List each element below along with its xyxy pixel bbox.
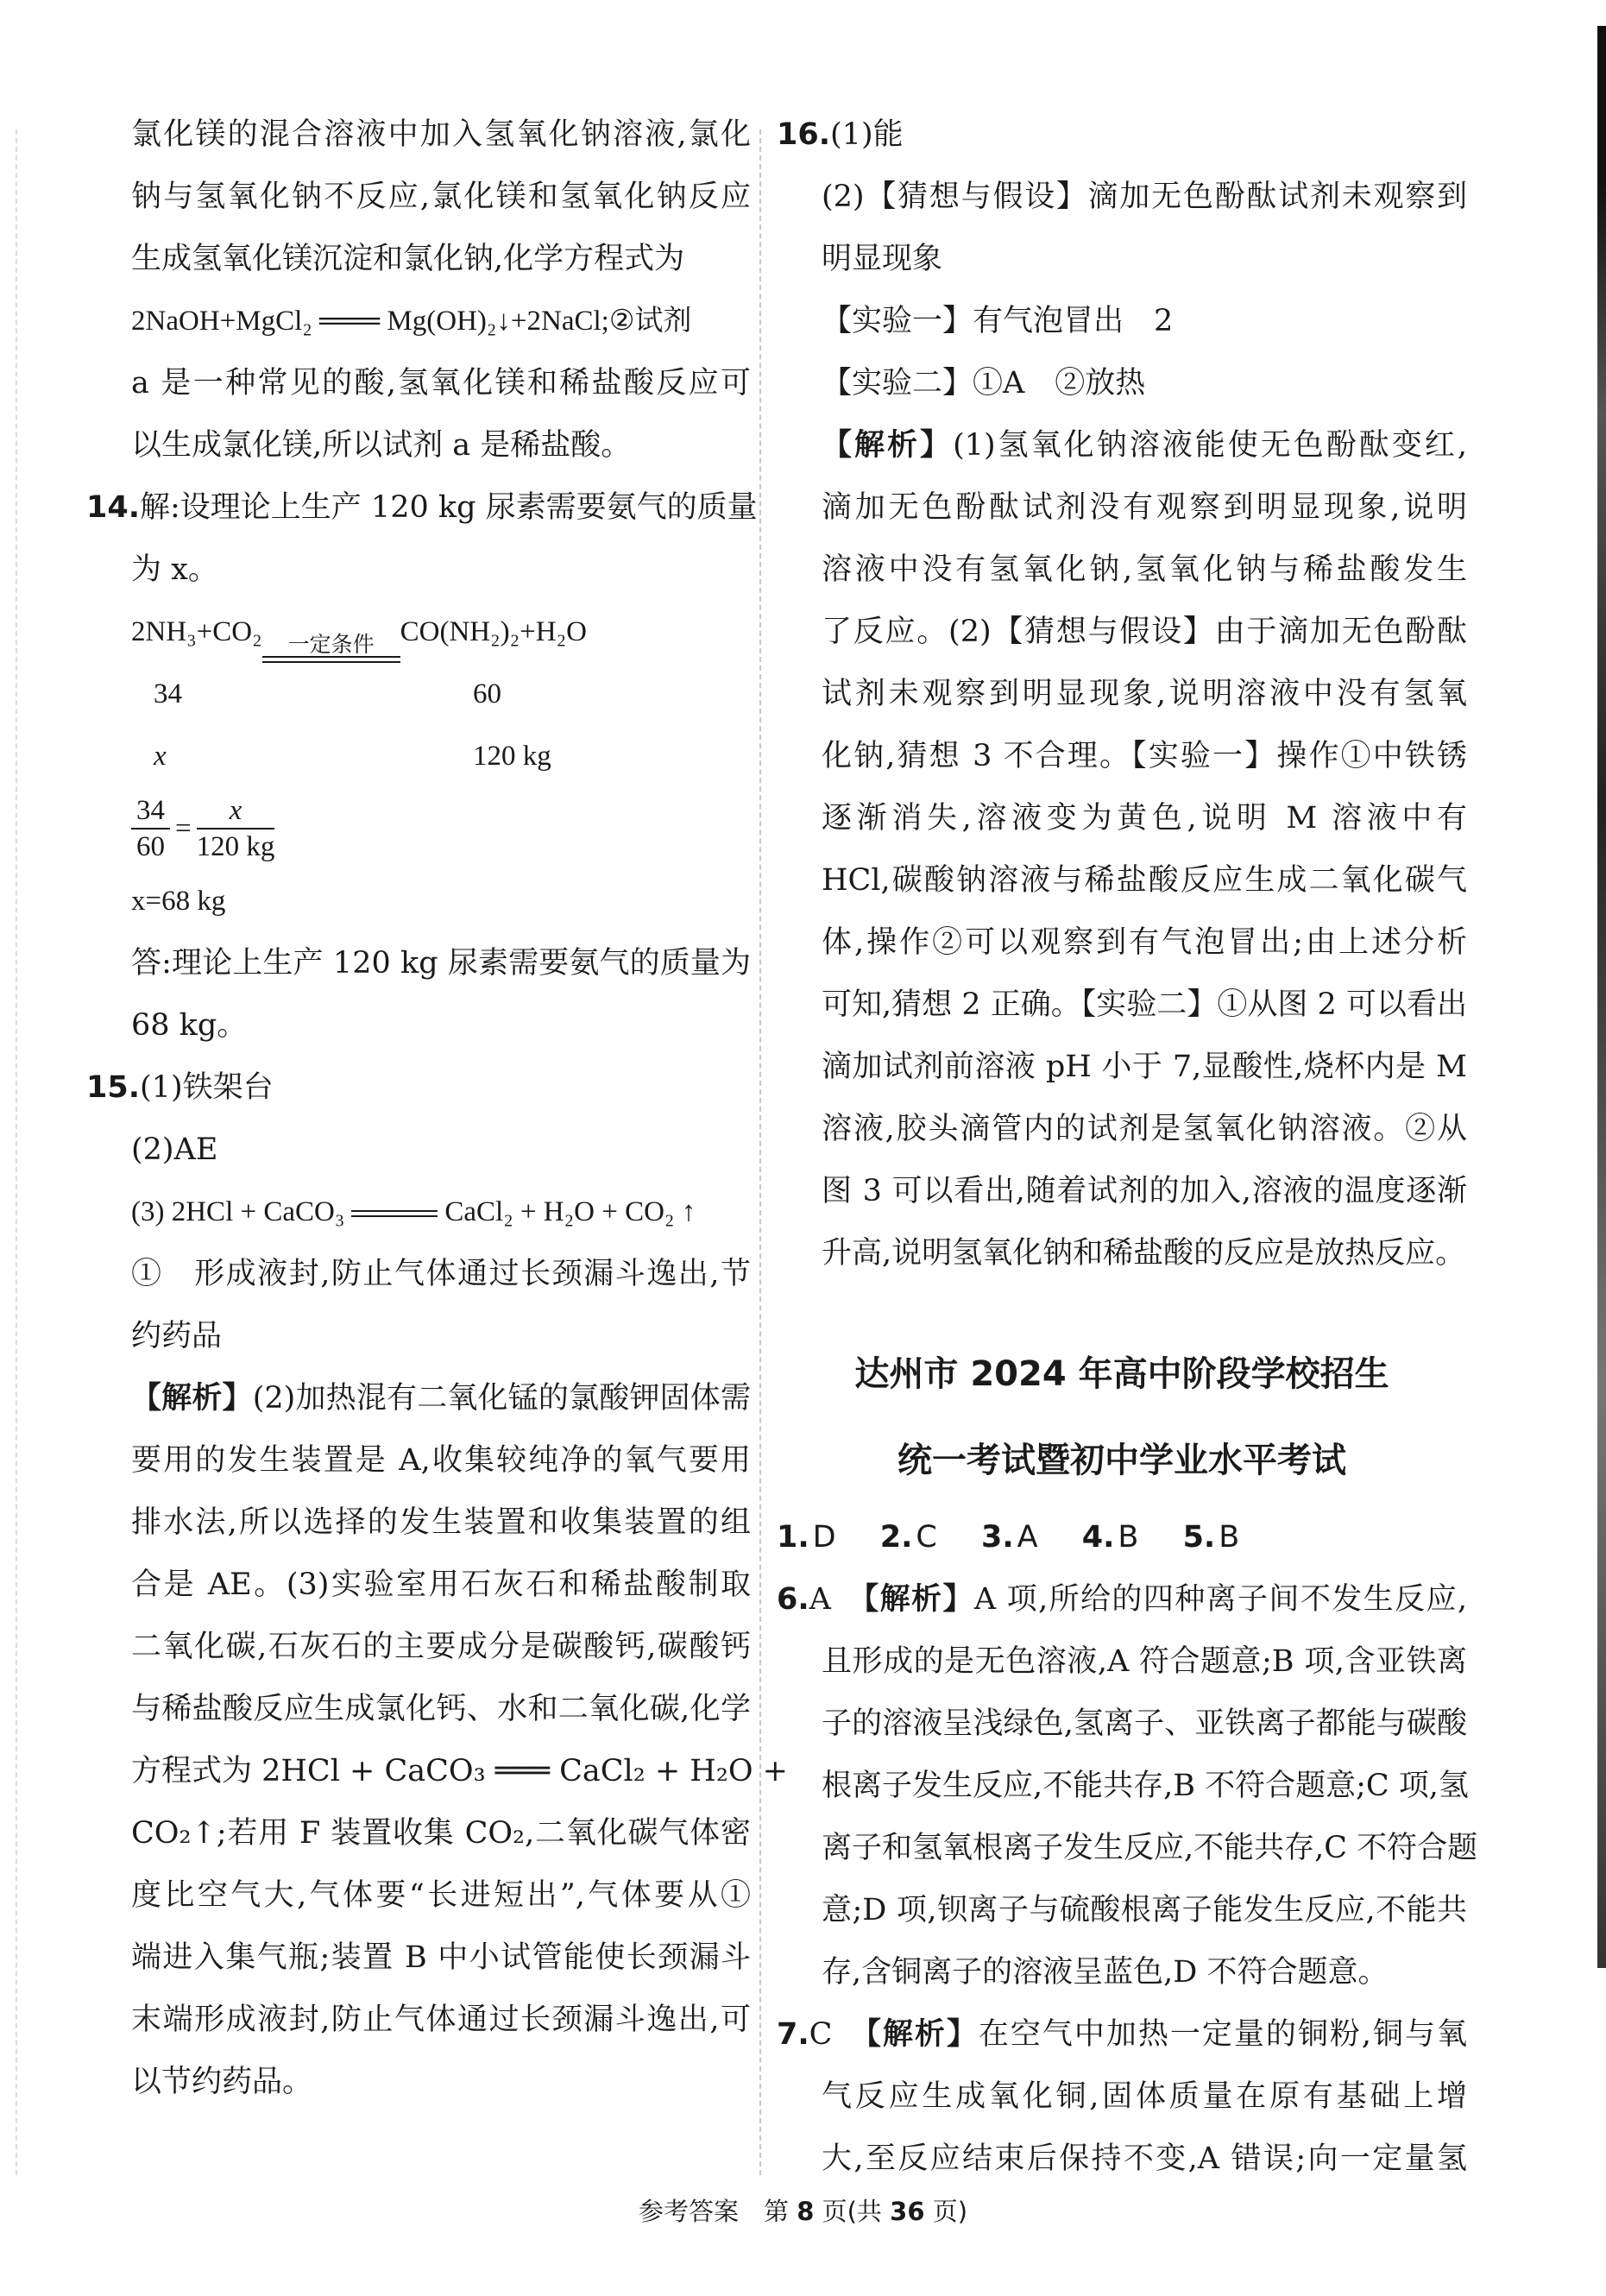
left-column: [86, 104, 789, 2113]
text-line: 二氧化碳,石灰石的主要成分是碳酸钙,碳酸钙: [131, 1630, 751, 1664]
mcq-number: 3.: [981, 1520, 1014, 1555]
text-line: (2)【猜想与假设】滴加无色酚酞试剂未观察到: [822, 180, 1467, 214]
answer-line: 答:理论上生产 120 kg 尿素需要氨气的质量为: [131, 946, 751, 981]
ratio-value: 60: [473, 678, 501, 710]
text-line: 根离子发生反应,不能共存,B 不符合题意;C 项,氢: [822, 1769, 1469, 1803]
text-line: 滴加无色酚酞试剂没有观察到明显现象,说明: [822, 490, 1467, 525]
mcq-item: [1183, 1520, 1240, 1555]
mcq-answer: B: [1219, 1520, 1240, 1555]
proportion: [86, 787, 751, 870]
text-line: 方程式为 2HCl + CaCO₃ ═══ CaCl₂ + H₂O +: [131, 1754, 789, 1788]
text-line: 要用的发生装置是 A,收集较纯净的氧气要用: [131, 1443, 751, 1478]
answer-line: 68 kg。: [131, 1008, 248, 1043]
fraction-right: [197, 793, 275, 864]
left-margin-guide: [16, 129, 17, 2175]
text-line: 升高,说明氢氧化钠和稀盐酸的反应是放热反应。: [822, 1236, 1466, 1271]
solution-line: x=68 kg: [131, 886, 226, 917]
text-line: 端进入集气瓶;装置 B 中小试管能使长颈漏斗: [131, 1940, 751, 1975]
text-line: 可知,猜想 2 正确。【实验二】①从图 2 可以看出: [822, 987, 1467, 1022]
text-line: 子的溶液呈浅绿色,氢离子、亚铁离子都能与碳酸: [822, 1706, 1467, 1741]
fraction-numerator: x: [197, 793, 275, 829]
footer-total-pages: 36: [890, 2197, 925, 2226]
mcq-answers: [777, 1506, 1467, 1568]
text-line: 末端形成液封,防止气体通过长颈漏斗逸出,可: [131, 2003, 751, 2037]
text-line: 离子和氢氧根离子发生反应,不能共存,C 不符合题: [822, 1831, 1478, 1865]
text-line: (1)氢氧化钠溶液能使无色酚酞变红,: [953, 428, 1467, 463]
eq-sign: [351, 1210, 438, 1217]
text-line: 溶液中没有氢氧化钠,氢氧化钠与稀盐酸发生: [822, 552, 1467, 587]
text-line: 滴加试剂前溶液 pH 小于 7,显酸性,烧杯内是 M: [822, 1050, 1467, 1084]
analysis-tag: 【解析】: [863, 1582, 974, 1617]
question-answer: C: [809, 2017, 833, 2052]
question-number: 16.: [777, 117, 831, 152]
eq-condition: [262, 634, 400, 663]
text-line: 了反应。(2)【猜想与假设】由于滴加无色酚酞: [822, 615, 1467, 649]
mcq-item: [777, 1520, 836, 1555]
question-7: [777, 2003, 1467, 2066]
analysis-tag: 【解析】: [866, 2017, 979, 2052]
question-answer: A: [809, 1582, 831, 1617]
chemical-equation-urea: [86, 601, 751, 663]
question-15: [86, 1057, 751, 1119]
text-line: 气反应生成氧化铜,固体质量在原有基础上增: [822, 2079, 1467, 2114]
question-6: [777, 1568, 1467, 1631]
text-line: 排水法,所以选择的发生装置和收集装置的组: [131, 1505, 751, 1540]
ratio-value: 34: [154, 678, 182, 710]
mcq-answer: B: [1118, 1520, 1139, 1555]
eq-products: CO(NH₂)₂+H₂O: [400, 616, 587, 647]
mcq-item: [1082, 1520, 1139, 1555]
mcq-number: 2.: [879, 1520, 913, 1555]
footer-middle: 页(共: [822, 2197, 882, 2226]
text-line: 生成氢氧化镁沉淀和氯化钠,化学方程式为: [131, 242, 685, 276]
text-line: 约药品: [131, 1319, 223, 1353]
text-line: 意;D 项,钡离子与硫酸根离子能发生反应,不能共: [822, 1893, 1467, 1927]
text-line: 且形成的是无色溶液,A 符合题意;B 项,含亚铁离: [822, 1644, 1467, 1679]
text-line: 化钠,猜想 3 不合理。【实验一】操作①中铁锈: [822, 739, 1467, 773]
text-line: 度比空气大,气体要“长进短出”,气体要从①: [131, 1878, 751, 1913]
text-line: 图 3 可以看出,随着试剂的加入,溶液的温度逐渐: [822, 1174, 1467, 1208]
text-line: A 项,所给的四种离子间不发生反应,: [973, 1582, 1467, 1617]
text-line: a 是一种常见的酸,氢氧化镁和稀盐酸反应可: [131, 366, 751, 401]
fraction-denominator: 60: [136, 831, 165, 862]
mcq-answer: C: [916, 1520, 937, 1555]
equals-sign: =: [175, 813, 192, 844]
right-column: [777, 104, 1467, 1284]
page-footer: [0, 2192, 1606, 2228]
ratio-row: [86, 725, 751, 787]
text-line: 体,操作②可以观察到有气泡冒出;由上述分析: [822, 925, 1467, 960]
mcq-number: 4.: [1081, 1520, 1115, 1555]
question-16: [777, 104, 1467, 166]
page-edge-mark: [1597, 26, 1606, 1968]
question-number: 6.: [777, 1582, 809, 1617]
eq-products: CaCl₂ + H₂O + CO₂ ↑: [444, 1196, 696, 1227]
footer-page-number: 8: [797, 2197, 815, 2226]
text-line: HCl,碳酸钠溶液与稀盐酸反应生成二氧化碳气: [822, 863, 1467, 898]
eq-reactants: (3) 2HCl + CaCO₃: [131, 1196, 345, 1227]
eq-condition-text: 一定条件: [287, 632, 375, 657]
text-line: 逐渐消失,溶液变为黄色,说明 M 溶液中有: [822, 801, 1467, 836]
text-line: 明显现象: [822, 242, 943, 276]
fraction-denominator: 120 kg: [196, 831, 275, 862]
question-number: 15.: [86, 1070, 141, 1105]
text-line: 溶液,胶头滴管内的试剂是氢氧化钠溶液。②从: [822, 1112, 1467, 1146]
ratio-row: [86, 663, 751, 725]
question-number: 14.: [86, 490, 141, 525]
chemical-equation-co2: [86, 1181, 751, 1243]
text-line: (2)AE: [131, 1132, 218, 1167]
mcq-item: [880, 1520, 937, 1555]
ratio-value: x: [154, 741, 167, 772]
text-line: 与稀盐酸反应生成氯化钙、水和二氧化碳,化学: [131, 1692, 751, 1726]
mcq-number: 1.: [777, 1520, 809, 1555]
section-heading: 统一考试暨初中学业水平考试: [897, 1441, 1346, 1480]
fraction-numerator: 34: [131, 793, 170, 829]
text-line: CO₂↑;若用 F 装置收集 CO₂,二氧化碳气体密: [131, 1816, 751, 1851]
footer-prefix: 参考答案 第: [638, 2197, 789, 2226]
column-divider: [759, 129, 761, 2175]
text-line: 为 x。: [131, 552, 218, 587]
analysis-tag: 【解析】: [131, 1381, 253, 1416]
text-line: ① 形成液封,防止气体通过长颈漏斗逸出,节: [131, 1257, 751, 1291]
chemical-equation: 2NaOH+MgCl₂ ═══ Mg(OH)₂↓+2NaCl;②试剂: [131, 306, 692, 337]
right-column-lower: [777, 1506, 1478, 2190]
text-line: 合是 AE。(3)实验室用石灰石和稀盐酸制取: [131, 1567, 751, 1602]
question-14: [86, 476, 758, 539]
mcq-number: 5.: [1182, 1520, 1216, 1555]
mcq-item: [981, 1520, 1038, 1555]
text-line: 大,至反应结束后保持不变,A 错误;向一定量氢: [822, 2141, 1467, 2176]
section-heading: 达州市 2024 年高中阶段学校招生: [854, 1354, 1389, 1394]
footer-suffix: 页): [932, 2197, 968, 2226]
text-line: 试剂未观察到明显现象,说明溶液中没有氢氧: [822, 677, 1467, 711]
eq-condition-bar: [262, 656, 400, 663]
eq-reactants: 2NH₃+CO₂: [131, 616, 262, 647]
mcq-answer: A: [1017, 1520, 1038, 1555]
text-line: 氯化镁的混合溶液中加入氢氧化钠溶液,氯化: [131, 117, 751, 152]
text-line: 存,含铜离子的溶液呈蓝色,D 不符合题意。: [822, 1955, 1389, 1990]
question-number: 7.: [777, 2017, 809, 2052]
text-line: (2)加热混有二氧化锰的氯酸钾固体需: [252, 1381, 751, 1416]
text-line: 钠与氢氧化钠不反应,氯化镁和氢氧化钠反应: [131, 180, 751, 214]
text-line: 以生成氯化镁,所以试剂 a 是稀盐酸。: [131, 428, 632, 463]
text-line: 【实验一】有气泡冒出 2: [822, 304, 1174, 338]
text-line: (1)铁架台: [140, 1070, 274, 1105]
text-line: 以节约药品。: [131, 2065, 313, 2099]
ratio-value: 120 kg: [473, 741, 551, 772]
text-line: 【实验二】①A ②放热: [822, 366, 1146, 401]
text-line: 在空气中加热一定量的铜粉,铜与氧: [978, 2017, 1467, 2052]
fraction-left: [131, 793, 170, 864]
text-line: 解:设理论上生产 120 kg 尿素需要氨气的质量: [140, 490, 758, 525]
analysis-line: [86, 1367, 751, 1429]
analysis-line: [777, 414, 1467, 476]
mcq-answer: D: [812, 1520, 836, 1555]
analysis-tag: 【解析】: [822, 428, 954, 463]
text-line: (1)能: [830, 117, 904, 152]
